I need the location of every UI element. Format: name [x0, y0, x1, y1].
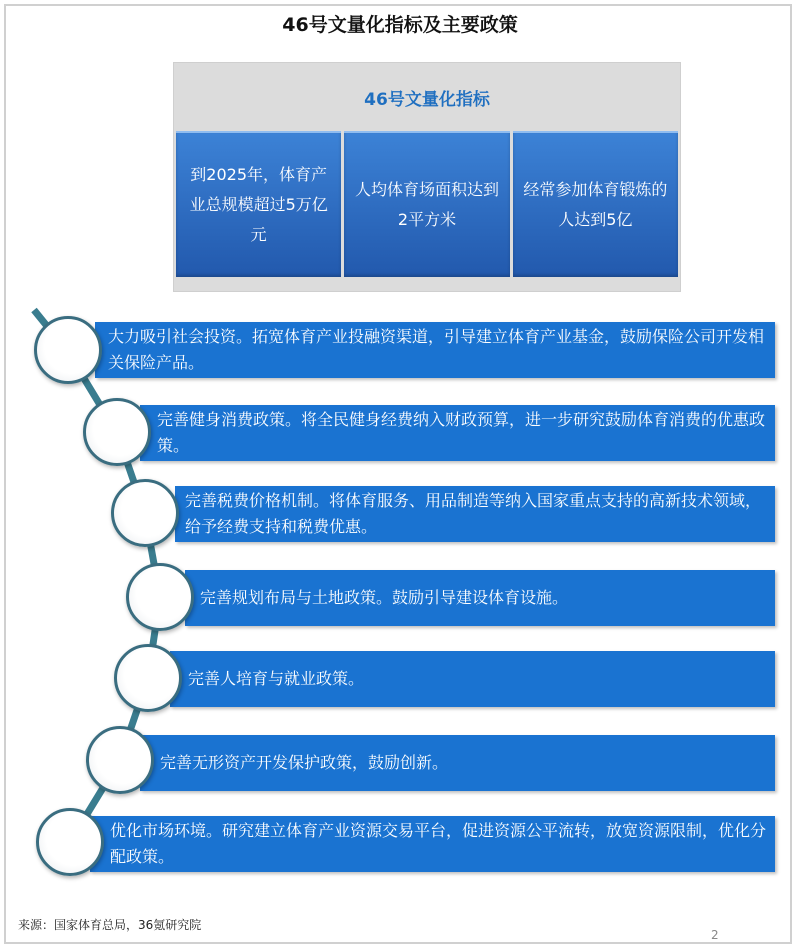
policy-item — [95, 322, 775, 378]
timeline-node-circle — [86, 726, 154, 794]
indicator-header: 46号文量化指标 — [364, 89, 490, 110]
timeline-node-circle — [111, 479, 179, 547]
page-number: 2 — [711, 928, 719, 942]
timeline-node-circle — [114, 644, 182, 712]
timeline-node-circle — [126, 563, 194, 631]
slide-title: 46号文量化指标及主要政策 — [282, 14, 518, 36]
timeline-node-circle — [83, 398, 151, 466]
policy-text: 大力吸引社会投资。拓宽体育产业投融资渠道，引导建立体育产业基金，鼓励保险公司开发相关保险产品。 — [108, 327, 765, 372]
policy-text: 优化市场环境。研究建立体育产业资源交易平台，促进资源公平流转，放宽资源限制，优化分配政策。 — [110, 821, 767, 866]
timeline-node-circle — [36, 808, 104, 876]
policy-text: 完善税费价格机制。将体育服务、用品制造等纳入国家重点支持的高新技术领域，给予经费支持和税费优惠。 — [185, 491, 762, 536]
source-note: 来源：国家体育总局，36氪研究院 — [18, 918, 202, 932]
policy-item — [140, 405, 775, 461]
indicator-cell: 经常参加体育锻炼的人达到5亿 — [513, 131, 678, 277]
policy-item — [170, 651, 775, 707]
timeline-node-circle — [34, 316, 102, 384]
policy-text: 完善人培育与就业政策。 — [188, 669, 365, 688]
policy-text: 完善无形资产开发保护政策，鼓励创新。 — [160, 753, 449, 772]
indicator-cell: 人均体育场面积达到2平方米 — [344, 131, 509, 277]
policy-text: 完善健身消费政策。将全民健身经费纳入财政预算，进一步研究鼓励体育消费的优惠政策。 — [157, 410, 766, 455]
indicator-cell: 到2025年，体育产业总规模超过5万亿元 — [176, 131, 341, 277]
policy-text: 完善规划布局与土地政策。鼓励引导建设体育设施。 — [200, 588, 569, 607]
policy-item — [185, 570, 775, 626]
policy-item — [140, 735, 775, 791]
policy-item — [175, 486, 775, 542]
policy-item — [90, 816, 775, 872]
